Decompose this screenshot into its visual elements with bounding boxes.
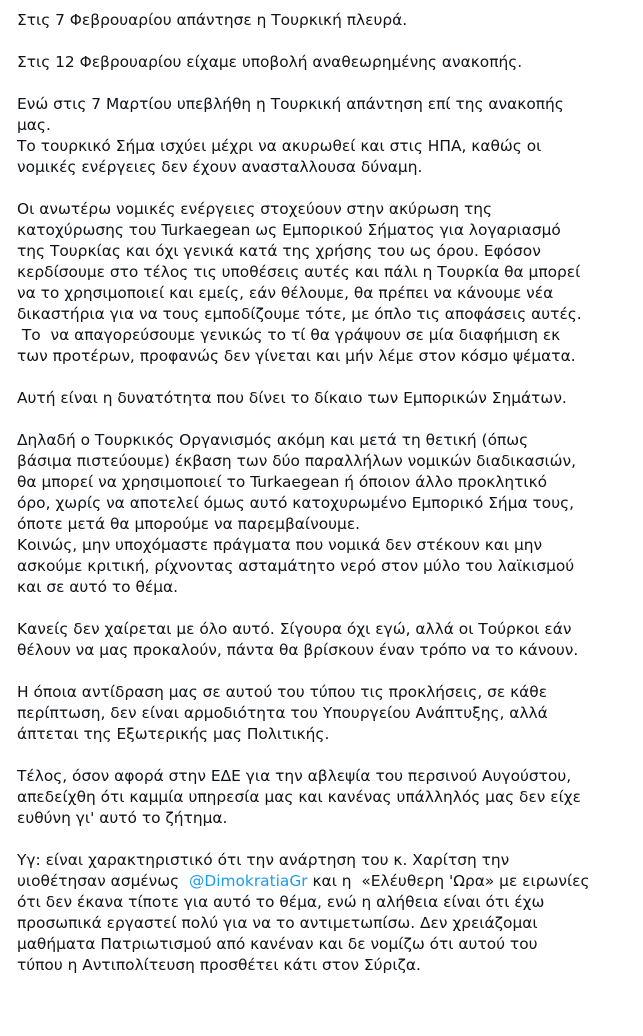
- text-line: άπτεται της Εξωτερικής μας Πολιτικής.: [17, 725, 330, 743]
- post-text: [17, 10, 639, 997]
- text-line: μαθήματα Πατριωτισμού από κανέναν και δε νομίζω ότι αυτού του: [17, 935, 538, 953]
- text-fragment: υιοθέτησαν ασμένως: [17, 872, 189, 890]
- paragraph: [17, 388, 639, 409]
- text-line: βάσιμα πιστεύουμε) έκβαση των δύο παραλλήλων νομικών διαδικασιών,: [17, 452, 577, 470]
- text-line: της Τουρκίας και όχι γενικά κατά της χρήσης του ως όρου. Εφόσον: [17, 242, 541, 260]
- text-line: κερδίσουμε στο τέλος τις υποθέσεις αυτές και πάλι η Τουρκία θα μπορεί: [17, 263, 581, 281]
- text-line: Κοινώς, μην υποχόμαστε πράγματα που νομικά δεν στέκουν και μην: [17, 536, 543, 554]
- paragraph: [17, 619, 639, 661]
- text-line: των προτέρων, προφανώς δεν γίνεται και μήν λέμε στον κόσμο ψέματα.: [17, 347, 576, 365]
- text-line: τύπου η Αντιπολίτευση προσθέτει κάτι στον Σύριζα.: [17, 956, 421, 974]
- paragraph: [17, 430, 639, 598]
- text-line: να το χρησιμοποιεί και εμείς, εάν θέλουμε, θα πρέπει να κάνουμε νέα: [17, 284, 554, 302]
- mention-link[interactable]: @DimokratiaGr: [189, 872, 308, 890]
- text-line: Στις 12 Φεβρουαρίου είχαμε υποβολή αναθεωρημένης ανακοπής.: [17, 53, 523, 71]
- text-line: νομικές ενέργειες δεν έχουν ανασταλλουσα δύναμη.: [17, 158, 423, 176]
- text-line: ότι δεν έκανα τίποτε για αυτό το θέμα, ενώ η αλήθεια είναι ότι έχω: [17, 893, 545, 911]
- text-line: όποτε μετά θα μπορούμε να παρεμβαίνουμε.: [17, 515, 361, 533]
- text-line: Η όποια αντίδραση μας σε αυτού του τύπου τις προκλήσεις, σε κάθε: [17, 683, 548, 701]
- text-line: Τέλος, όσον αφορά στην ΕΔΕ για την αβλεψία του περσινού Αυγούστου,: [17, 767, 572, 785]
- paragraph: [17, 199, 639, 367]
- text-line: Κανείς δεν χαίρεται με όλο αυτό. Σίγουρα όχι εγώ, αλλά οι Τούρκοι εάν: [17, 620, 572, 638]
- text-line: Το να απαγορεύσουμε γενικώς το τί θα γράψουν σε μία διαφήμιση εκ: [17, 326, 561, 344]
- text-line: κατοχύρωσης του Turkaegean ως Εμπορικού Σήματος για λογαριασμό: [17, 221, 561, 239]
- text-line: θα μπορεί να χρησιμοποιεί το Turkaegean ή όποιον άλλο προκλητικό: [17, 473, 548, 491]
- text-line: θέλουν να μας προκαλούν, πάντα θα βρίσκουν έναν τρόπο να το κάνουν.: [17, 641, 579, 659]
- text-line: όρο, χωρίς να αποτελεί όμως αυτό κατοχυρωμένο Εμπορικό Σήμα τους,: [17, 494, 575, 512]
- text-line: μας.: [17, 116, 51, 134]
- text-line: απεδείχθη ότι καμμία υπηρεσία μας και κανένας υπάλληλός μας δεν είχε: [17, 788, 582, 806]
- text-line: Ενώ στις 7 Μαρτίου υπεβλήθη η Τουρκική απάντηση επί της ανακοπής: [17, 95, 564, 113]
- text-line: και σε αυτό το θέμα.: [17, 578, 179, 596]
- paragraph: [17, 766, 639, 829]
- text-line: Οι ανωτέρω νομικές ενέργειες στοχεύουν στην ακύρωση της: [17, 200, 493, 218]
- text-line: Δηλαδή ο Τουρκικός Οργανισμός ακόμη και μετά τη θετική (όπως: [17, 431, 529, 449]
- text-line: περίπτωση, δεν είναι αρμοδιότητα του Υπουργείου Ανάπτυξης, αλλά: [17, 704, 548, 722]
- paragraph: [17, 94, 639, 178]
- paragraph: [17, 52, 639, 73]
- paragraph: [17, 10, 639, 31]
- text-line: Στις 7 Φεβρουαρίου απάντησε η Τουρκική πλευρά.: [17, 11, 408, 29]
- text-line: δικαστήρια για να τους εμποδίζουμε τότε, με όπλο τις αποφάσεις αυτές.: [17, 305, 582, 323]
- paragraph: [17, 682, 639, 745]
- text-line-with-mention: [17, 871, 639, 892]
- text-line: προσωπικά εργαστεί πολύ για να το αντιμετωπίσω. Δεν χρειάζομαι: [17, 914, 538, 932]
- text-line: Υγ: είναι χαρακτηριστικό ότι την ανάρτηση του κ. Χαρίτση την: [17, 851, 510, 869]
- text-line: Αυτή είναι η δυνατότητα που δίνει το δίκαιο των Εμπορικών Σημάτων.: [17, 389, 567, 407]
- text-line: ασκούμε κριτική, ρίχνοντας ασταμάτητο νερό στον μύλο του λαϊκισμού: [17, 557, 575, 575]
- text-line: ευθύνη γι' αυτό το ζήτημα.: [17, 809, 228, 827]
- text-line: Το τουρκικό Σήμα ισχύει μέχρι να ακυρωθεί και στις ΗΠΑ, καθώς οι: [17, 137, 542, 155]
- paragraph-ps: [17, 850, 639, 976]
- text-fragment: και η «Ελέυθερη 'Ωρα» με ειρωνίες: [307, 872, 590, 890]
